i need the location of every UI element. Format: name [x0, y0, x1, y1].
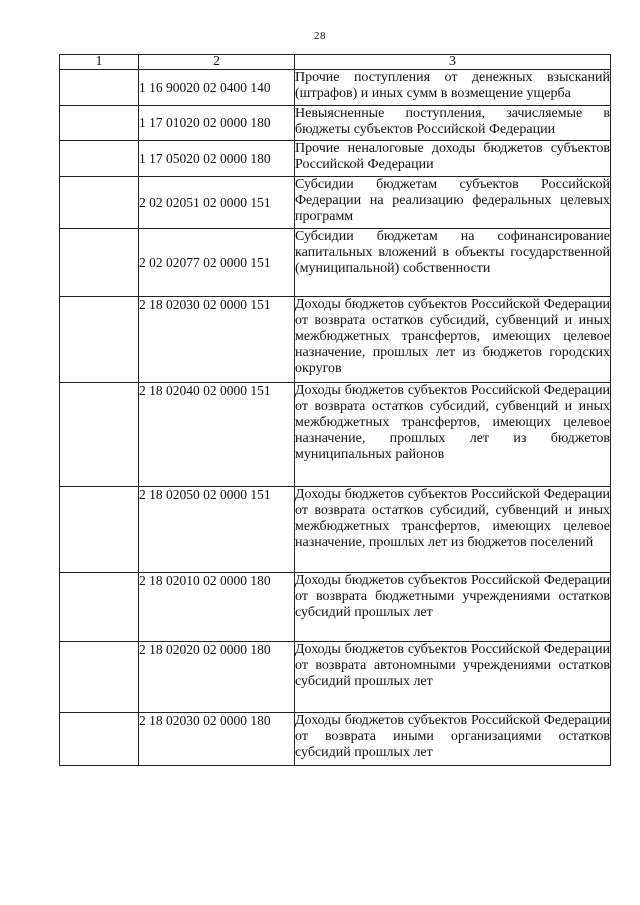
revenue-description: Невыясненные поступления, зачисляемые в бюджеты субъектов Российской Федерации: [295, 106, 611, 141]
row-cell-empty: [60, 297, 139, 383]
budget-code: 2 18 02050 02 0000 151: [139, 487, 295, 573]
budget-code: 1 16 90020 02 0400 140: [139, 70, 295, 106]
budget-code: 1 17 05020 02 0000 180: [139, 141, 295, 177]
revenue-description: Доходы бюджетов субъектов Российской Федерации от возврата иными организациями остатков субсидий прошлых лет: [295, 713, 611, 766]
revenue-codes-table: [59, 54, 611, 766]
row-cell-empty: [60, 141, 139, 177]
table-row: [60, 487, 611, 573]
page-number: 28: [314, 30, 326, 42]
budget-code: 2 02 02051 02 0000 151: [139, 177, 295, 229]
revenue-description: Прочие поступления от денежных взысканий (штрафов) и иных сумм в возмещение ущерба: [295, 70, 611, 106]
column-header-2: 2: [139, 55, 295, 70]
row-cell-empty: [60, 70, 139, 106]
budget-code: 2 18 02010 02 0000 180: [139, 573, 295, 642]
row-cell-empty: [60, 177, 139, 229]
column-header-1: 1: [60, 55, 139, 70]
table-row: [60, 70, 611, 106]
budget-code: 2 18 02030 02 0000 180: [139, 713, 295, 766]
table-row: [60, 177, 611, 229]
table-row: [60, 297, 611, 383]
table-row: [60, 106, 611, 141]
row-cell-empty: [60, 106, 139, 141]
revenue-description: Доходы бюджетов субъектов Российской Федерации от возврата автономными учреждениями остатков субсидий прошлых лет: [295, 642, 611, 713]
table-row: [60, 573, 611, 642]
row-cell-empty: [60, 573, 139, 642]
budget-code: 2 18 02030 02 0000 151: [139, 297, 295, 383]
table-row: [60, 383, 611, 487]
budget-code: 2 02 02077 02 0000 151: [139, 229, 295, 297]
row-cell-empty: [60, 713, 139, 766]
budget-code: 2 18 02040 02 0000 151: [139, 383, 295, 487]
row-cell-empty: [60, 487, 139, 573]
revenue-description: Прочие неналоговые доходы бюджетов субъектов Российской Федерации: [295, 141, 611, 177]
row-cell-empty: [60, 383, 139, 487]
column-header-3: 3: [295, 55, 611, 70]
revenue-description: Субсидии бюджетам на софинансирование капитальных вложений в объекты государственной (муниципальной) собственности: [295, 229, 611, 297]
table-header-row: [60, 55, 611, 70]
revenue-description: Доходы бюджетов субъектов Российской Федерации от возврата бюджетными учреждениями остатков субсидий прошлых лет: [295, 573, 611, 642]
table-row: [60, 229, 611, 297]
revenue-description: Доходы бюджетов субъектов Российской Федерации от возврата остатков субсидий, субвенций и иных межбюджетных трансфертов, имеющих целевое назначение, прошлых лет из бюджетов городских округов: [295, 297, 611, 383]
budget-code: 1 17 01020 02 0000 180: [139, 106, 295, 141]
table-row: [60, 141, 611, 177]
table-row: [60, 713, 611, 766]
row-cell-empty: [60, 642, 139, 713]
revenue-description: Доходы бюджетов субъектов Российской Федерации от возврата остатков субсидий, субвенций и иных межбюджетных трансфертов, имеющих целевое назначение, прошлых лет из бюджетов муниципальных районов: [295, 383, 611, 487]
revenue-description: Субсидии бюджетам субъектов Российской Федерации на реализацию федеральных целевых программ: [295, 177, 611, 229]
revenue-description: Доходы бюджетов субъектов Российской Федерации от возврата остатков субсидий, субвенций и иных межбюджетных трансфертов, имеющих целевое назначение, прошлых лет из бюджетов поселений: [295, 487, 611, 573]
table-row: [60, 642, 611, 713]
budget-code: 2 18 02020 02 0000 180: [139, 642, 295, 713]
row-cell-empty: [60, 229, 139, 297]
